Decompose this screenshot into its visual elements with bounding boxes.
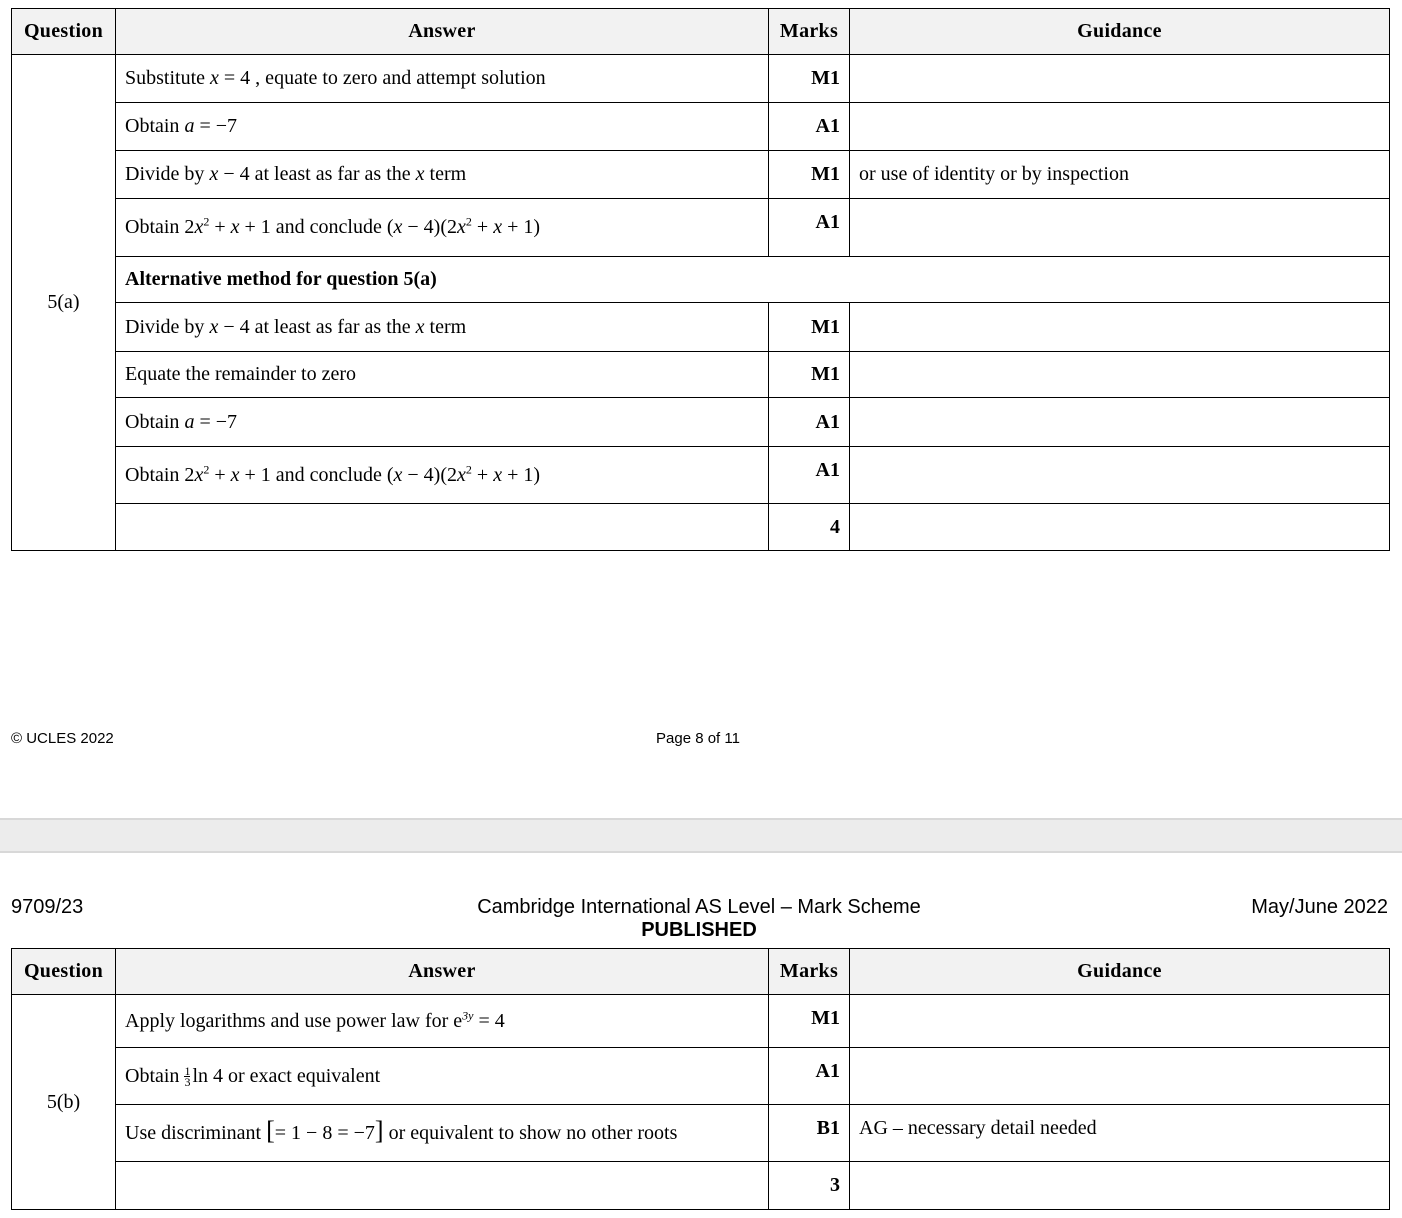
total-marks: 4 [769,504,850,551]
guidance-cell [850,504,1390,551]
table-row [12,398,1390,447]
guidance-cell [850,303,1390,352]
answer-cell: Obtain $\frac{1}{3}$ ln 4 or exact equivalent [116,1048,769,1105]
guidance-cell [850,1162,1390,1210]
header-marks: Marks [769,949,850,995]
table-row [12,1105,1390,1162]
guidance-cell [850,103,1390,151]
table-header-row [12,9,1390,55]
header-published: PUBLISHED [641,919,757,941]
page-separator [0,818,1402,853]
mark-scheme-table-5a [11,8,1390,551]
header-question: Question [12,949,116,995]
header-title: Cambridge International AS Level – Mark Scheme [477,896,921,918]
header-guidance: Guidance [850,949,1390,995]
guidance-cell [850,199,1390,257]
table-row [12,1048,1390,1105]
table-row [12,352,1390,398]
answer-cell: Equate the remainder to zero [116,352,769,398]
table-row [12,995,1390,1048]
header-syllabus-code: 9709/23 [11,896,84,918]
header-guidance: Guidance [850,9,1390,55]
footer-page-number: Page 8 of 11 [656,730,740,747]
mark-cell: M1 [769,995,850,1048]
answer-cell: Divide by x − 4 at least as far as the x term [116,151,769,199]
mark-cell: B1 [769,1105,850,1162]
answer-cell: Apply logarithms and use power law for $e^{3y} = 4$ [116,995,769,1048]
answer-cell: Divide by x − 4 at least as far as the x term [116,303,769,352]
mark-cell: M1 [769,55,850,103]
table-row [12,303,1390,352]
guidance-cell [850,352,1390,398]
alternative-method-label: Alternative method for question 5(a) [116,257,1390,303]
mark-cell: M1 [769,303,850,352]
fraction-one-third: $\frac{1}{3}$ [184,1064,191,1090]
mark-cell: M1 [769,352,850,398]
guidance-cell [850,447,1390,504]
mark-cell: A1 [769,199,850,257]
question-number: 5(b) [12,995,116,1210]
mark-cell: A1 [769,103,850,151]
answer-cell: Obtain a = −7 [116,398,769,447]
total-row [12,504,1390,551]
question-number: 5(a) [12,55,116,551]
table-header-row [12,949,1390,995]
answer-cell-empty [116,1162,769,1210]
answer-cell-empty [116,504,769,551]
page-9 [0,853,1402,1218]
answer-cell: Obtain $2x^2 + x + 1$ and conclude $(x - 4)(2x^2 + x + 1)$ [116,447,769,504]
total-marks: 3 [769,1162,850,1210]
answer-cell: Obtain a = −7 [116,103,769,151]
table-row [12,103,1390,151]
mark-cell: M1 [769,151,850,199]
mark-cell: A1 [769,398,850,447]
table-row [12,199,1390,257]
header-answer: Answer [116,949,769,995]
guidance-cell: or use of identity or by inspection [850,151,1390,199]
header-answer: Answer [116,9,769,55]
guidance-cell [850,1048,1390,1105]
mark-cell: A1 [769,1048,850,1105]
guidance-cell: AG – necessary detail needed [850,1105,1390,1162]
header-session: May/June 2022 [1251,896,1388,918]
footer-copyright: © UCLES 2022 [11,730,114,747]
answer-cell: Use discriminant [= 1 − 8 = −7] or equivalent to show no other roots [116,1105,769,1162]
guidance-cell [850,55,1390,103]
table-row [12,151,1390,199]
guidance-cell [850,995,1390,1048]
mark-scheme-table-5b [11,948,1390,1210]
total-row [12,1162,1390,1210]
header-question: Question [12,9,116,55]
guidance-cell [850,398,1390,447]
header-marks: Marks [769,9,850,55]
mark-cell: A1 [769,447,850,504]
table-row [12,447,1390,504]
alternative-method-row [12,257,1390,303]
answer-cell: Substitute x = 4 , equate to zero and attempt solution [116,55,769,103]
answer-cell: Obtain $2x^2 + x + 1$ and conclude $(x - 4)(2x^2 + x + 1)$ [116,199,769,257]
table-row [12,55,1390,103]
